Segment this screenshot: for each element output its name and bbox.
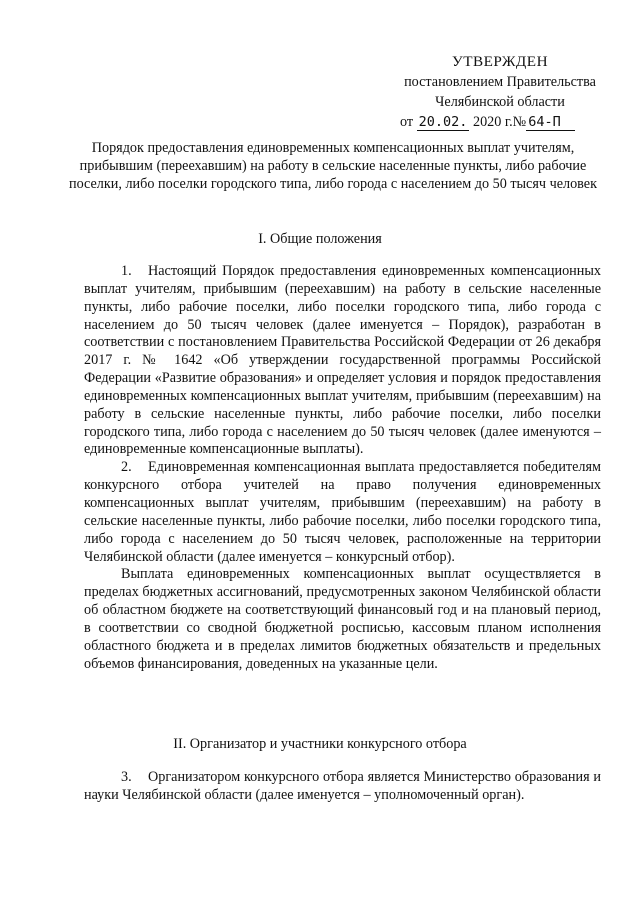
approval-region: Челябинской области xyxy=(435,94,565,110)
approval-authority: постановлением Правительства xyxy=(404,74,596,90)
paragraph-1 xyxy=(84,263,601,459)
paragraph-number: 2. xyxy=(121,459,132,476)
date-prefix: от xyxy=(400,114,414,130)
approval-date-line xyxy=(400,112,605,132)
paragraph-text: Единовременная компенсационная выплата предоставляется победителям конкурсного отбора учителей на право получения единовременных компенсационных выплат учителям, прибывшим (переехавшим) на работу в сельские населенные пункты, либо рабочие поселки, либо поселки городского типа, либо города с населением до 50 тысяч человек, расположенные на территории Челябинской области (далее именуется – конкурсный отбор). xyxy=(84,459,601,565)
section-1-body xyxy=(84,263,601,673)
paragraph-text: Выплата единовременных компенсационных выплат осуществляется в пределах бюджетных ассигнований, предусмотренных законом Челябинской области об областном бюджете на соответствующий финансовый год и на плановый период, в соответствии со сводной бюджетной росписью, кассовым планом исполнения областного бюджета и в пределах лимитов бюджетных обязательств и предельных объемов финансирования, доведенных на указанные цели. xyxy=(84,566,601,672)
handwritten-number: 64-П xyxy=(526,114,575,131)
number-prefix: № xyxy=(512,114,527,130)
paragraph-text: Организатором конкурсного отбора является Министерство образования и науки Челябинской области (далее именуется – уполномоченный орган). xyxy=(84,769,601,803)
paragraph-3 xyxy=(84,769,601,805)
paragraph-number: 1. xyxy=(121,263,132,279)
paragraph-number: 3. xyxy=(121,769,132,785)
date-year: 2020 г. xyxy=(472,114,513,130)
handwritten-date: 20.02. xyxy=(418,114,468,130)
paragraph-2-cont xyxy=(84,566,601,673)
paragraph-text: Настоящий Порядок предоставления единовременных компенсационных выплат учителям, прибывшим (переехавшим) на работу в сельские населенные пункты, либо рабочие поселки, либо поселки городского типа, либо города с населением до 50 тысяч человек (далее именуется – Порядок), разработан в соответствии с постановлением Правительства Российской Федерации от 26 декабря 2017 г. № 1642 «Об утверждении государственной программы Российской Федерации «Развитие образования» и определяет условия и порядок предоставления единовременных компенсационных выплат учителям, прибывшим (переехавшим) на работу в сельские населенные пункты, либо рабочие поселки, либо поселки городского типа, либо города с населением до 50 тысяч человек (далее именуются – единовременные компенсационные выплаты). xyxy=(84,263,601,458)
approval-stamp: УТВЕРЖДЕН xyxy=(451,53,549,70)
section-1-heading: I. Общие положения xyxy=(258,231,382,247)
approval-block xyxy=(395,52,605,132)
section-2-body xyxy=(84,769,601,805)
document-title: Порядок предоставления единовременных компенсационных выплат учителям, прибывшим (переехавшим) на работу в сельские населенные пункты, либо рабочие поселки, либо поселки городского типа, либо города с населением до 50 тысяч человек xyxy=(69,140,597,192)
section-2-heading: II. Организатор и участники конкурсного отбора xyxy=(173,736,467,752)
paragraph-2 xyxy=(84,459,601,566)
